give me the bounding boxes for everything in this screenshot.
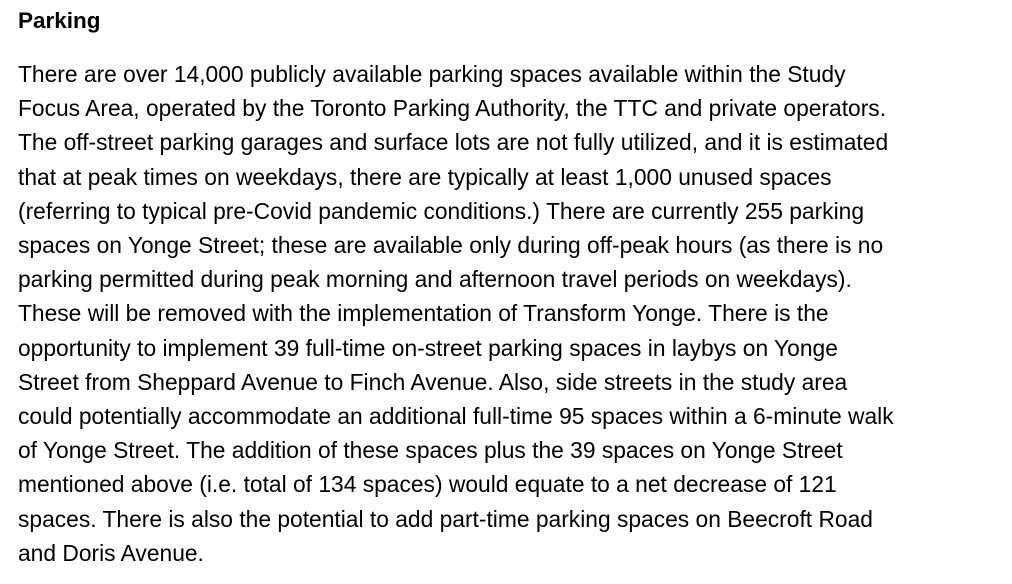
paragraph-line: These will be removed with the implementation of Transform Yonge. There is the [18,300,829,327]
paragraph-line: that at peak times on weekdays, there are typically at least 1,000 unused spaces [18,163,832,190]
paragraph-line: could potentially accommodate an additional full-time 95 spaces within a 6-minute walk [18,403,894,430]
section-heading: Parking [18,8,101,33]
document-section [18,6,1008,570]
paragraph-line: Focus Area, operated by the Toronto Parking Authority, the TTC and private operators. [18,95,887,122]
paragraph-line: spaces on Yonge Street; these are available only during off-peak hours (as there is no [18,232,884,259]
paragraph-line: spaces. There is also the potential to add part-time parking spaces on Beecroft Road [18,505,873,532]
paragraph-line: parking permitted during peak morning and afternoon travel periods on weekdays). [18,266,852,293]
paragraph-line: (referring to typical pre-Covid pandemic conditions.) There are currently 255 parking [18,197,865,224]
paragraph-line: The off-street parking garages and surface lots are not fully utilized, and it is estimated [18,129,889,156]
paragraph-line: There are over 14,000 publicly available parking spaces available within the Study [18,61,846,87]
paragraph-line: and Doris Avenue. [18,539,204,566]
paragraph-line: of Yonge Street. The addition of these spaces plus the 39 spaces on Yonge Street [18,437,843,464]
body-paragraph [18,57,1008,570]
paragraph-line: Street from Sheppard Avenue to Finch Avenue. Also, side streets in the study area [18,368,848,395]
paragraph-line: mentioned above (i.e. total of 134 spaces) would equate to a net decrease of 121 [18,471,837,498]
paragraph-line: opportunity to implement 39 full-time on-street parking spaces in laybys on Yonge [18,334,838,361]
